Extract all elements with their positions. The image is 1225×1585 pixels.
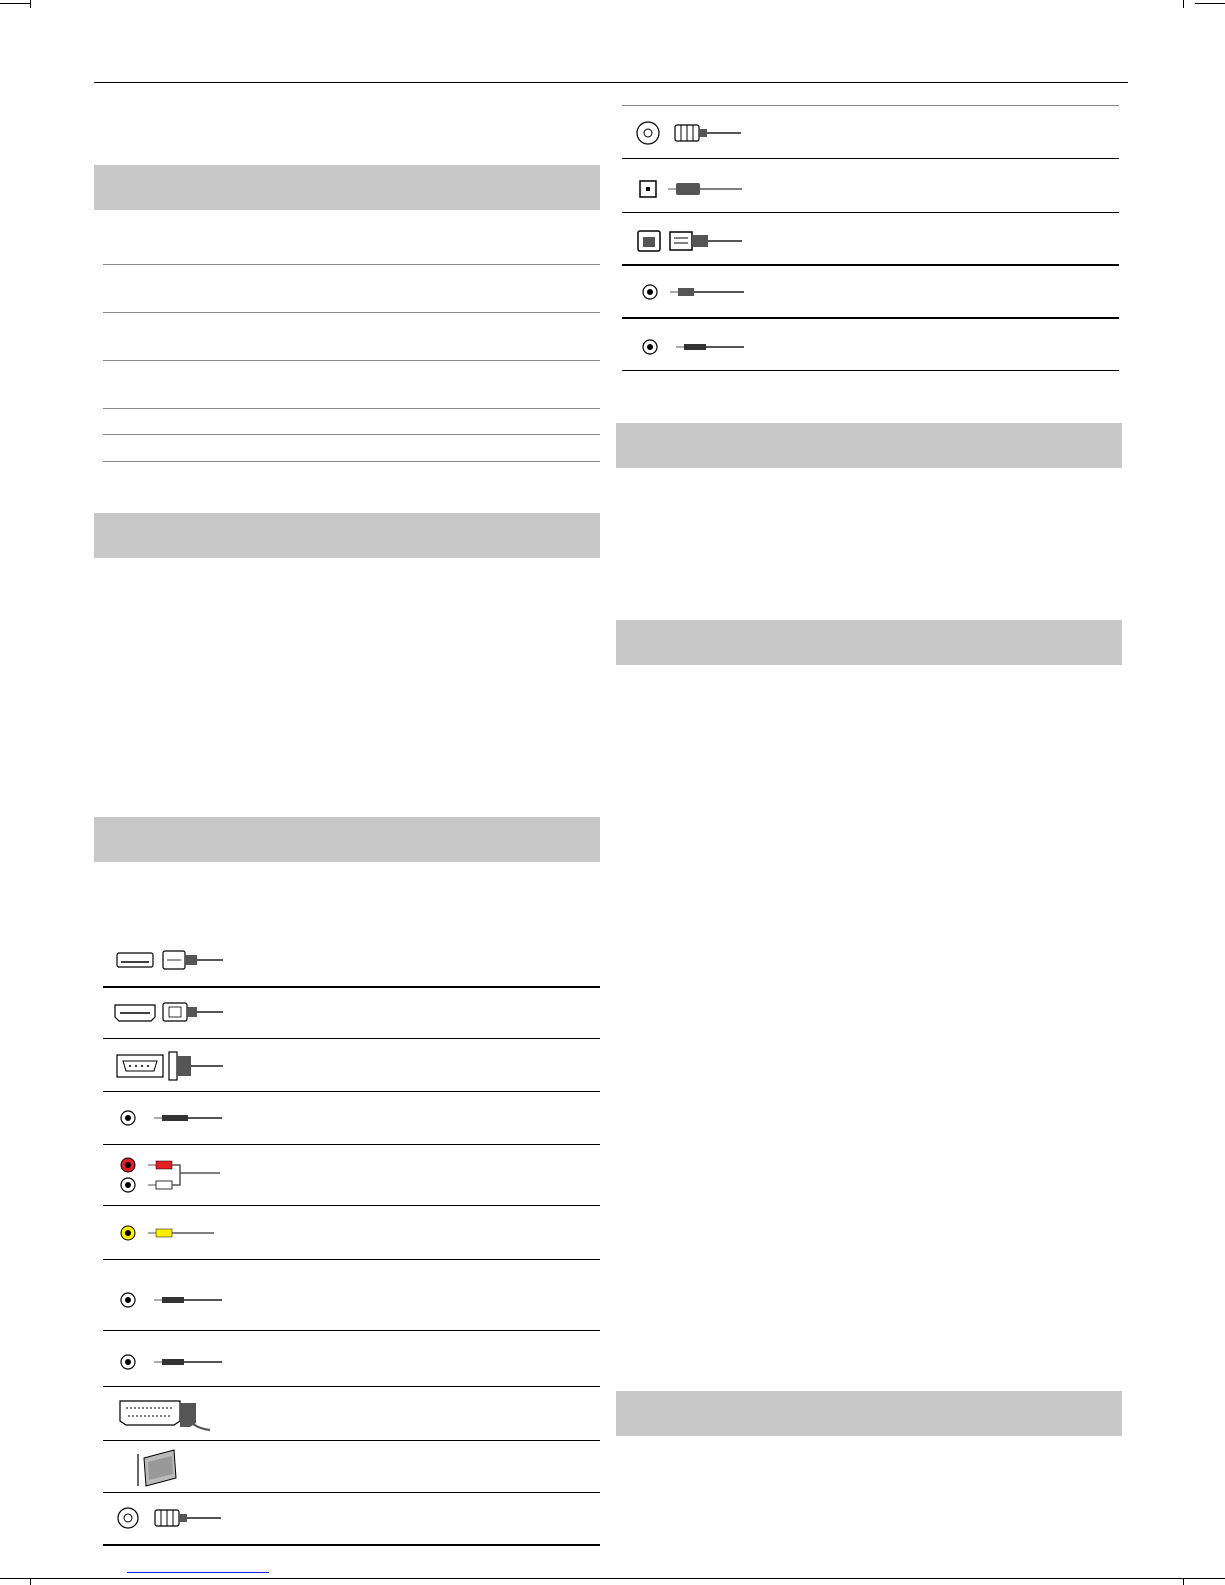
connector-row-divider [622, 370, 1119, 371]
composite-video-yellow-icon [118, 1223, 228, 1243]
spec-row-divider [103, 434, 600, 435]
spec-row-divider [103, 408, 600, 409]
spec-row-divider [103, 461, 600, 462]
pc-audio-jack-icon [118, 1108, 228, 1128]
connector-row-divider [622, 158, 1119, 159]
usb-connector-icon [115, 948, 225, 974]
connector-row-divider [103, 1440, 600, 1441]
crop-mark-top-left-v [30, 0, 31, 8]
connector-row-divider [103, 1492, 600, 1493]
scart-connector-icon [118, 1397, 228, 1433]
spec-row-divider [103, 312, 600, 313]
connector-row-divider [103, 1386, 600, 1387]
header-rule [94, 82, 1128, 83]
footer-link-underline[interactable] [127, 1572, 269, 1573]
section-header-bar-5 [616, 620, 1122, 665]
connector-row-divider [103, 1330, 600, 1331]
crop-mark-top-right-h [1195, 3, 1225, 4]
crop-mark-top-right-v [1183, 0, 1184, 8]
hdmi-connector-icon [113, 1000, 225, 1026]
spec-row-divider [103, 264, 600, 265]
ci-card-slot-icon [130, 1448, 190, 1490]
connector-row-divider [103, 986, 600, 988]
optical-audio-icon [638, 178, 748, 200]
section-header-bar-4 [616, 423, 1122, 468]
mini-av-jack-icon [118, 1352, 228, 1372]
connector-row-divider [622, 105, 1119, 106]
vga-connector-icon [115, 1050, 227, 1084]
connector-row-divider [103, 1544, 600, 1546]
rf-antenna-connector-icon [115, 1505, 227, 1531]
connector-row-divider [622, 212, 1119, 213]
connector-row-divider [103, 1038, 600, 1039]
section-header-bar-3 [94, 817, 600, 862]
crop-mark-bottom-right [1183, 1578, 1184, 1585]
crop-mark-top-left-h [0, 3, 30, 4]
headphone-jack-icon [118, 1290, 228, 1310]
connector-row-divider [103, 1205, 600, 1206]
section-header-bar-6 [616, 1391, 1122, 1436]
footer-rule [0, 1578, 1225, 1579]
section-header-bar-1 [94, 165, 600, 210]
spec-row-divider [103, 360, 600, 361]
connector-row-divider [622, 264, 1119, 266]
ethernet-lan-icon [636, 229, 748, 253]
satellite-connector-icon [635, 120, 747, 146]
connector-row-divider [622, 317, 1119, 319]
connector-row-divider [103, 1091, 600, 1092]
section-header-bar-2 [94, 513, 600, 558]
coaxial-digital-audio-icon [640, 282, 750, 302]
headphone-jack-icon [640, 337, 750, 357]
connector-row-divider [103, 1259, 600, 1260]
crop-mark-bottom-left [30, 1578, 31, 1585]
rca-audio-red-white-icon [118, 1155, 228, 1195]
connector-row-divider [103, 1144, 600, 1145]
